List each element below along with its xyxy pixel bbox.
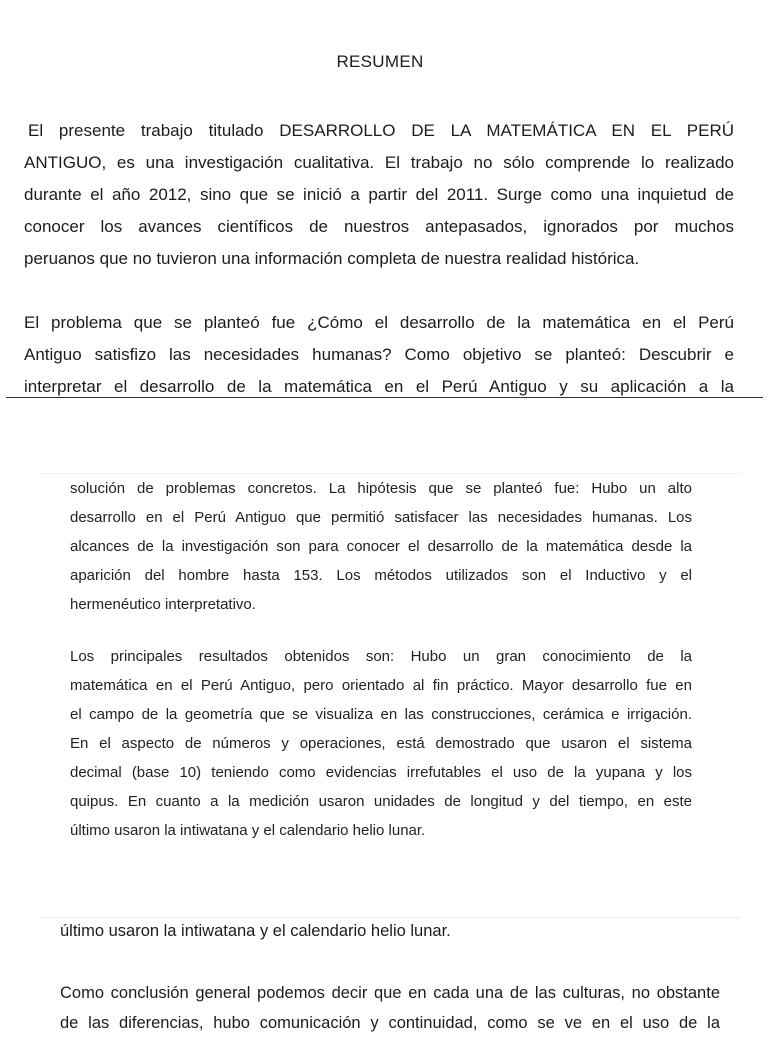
paragraph-hypothesis xyxy=(70,474,692,619)
text-line: En el aspecto de números y operaciones, está demostrado que usaron el sistema xyxy=(70,735,692,752)
text-line: Antiguo satisfizo las necesidades humanas? Como objetivo se planteó: Descubrir e xyxy=(24,345,734,364)
text-line: peruanos que no tuvieron una información completa de nuestra realidad histórica. xyxy=(24,249,640,268)
paragraph-repeat xyxy=(60,916,720,946)
text-line: Como conclusión general podemos decir que en cada una de las culturas, no obstante xyxy=(60,984,720,1002)
text-line: El presente trabajo titulado DESARROLLO DE LA MATEMÁTICA EN EL PERÚ xyxy=(28,121,734,140)
text-line: Los principales resultados obtenidos son: Hubo un gran conocimiento de la xyxy=(70,648,692,665)
text-line: hermenéutico interpretativo. xyxy=(70,596,256,613)
text-line: último usaron la intiwatana y el calendario helio lunar. xyxy=(60,922,451,940)
paragraph-results xyxy=(70,642,692,845)
text-line: durante el año 2012, sino que se inició a partir del 2011. Surge como una inquietud de xyxy=(24,185,734,204)
text-line: desarrollo en el Perú Antiguo que permitió satisfacer las necesidades humanas. Los xyxy=(70,509,692,526)
text-line: conocer los avances científicos de nuestros antepasados, ignorados por muchos xyxy=(24,217,734,236)
text-line: decimal (base 10) teniendo como evidencias irrefutables el uso de la yupana y los xyxy=(70,764,692,781)
text-line: último usaron la intiwatana y el calendario helio lunar. xyxy=(70,822,426,839)
page-divider xyxy=(6,397,763,398)
text-line: ANTIGUO, es una investigación cualitativa. El trabajo no sólo comprende lo realizado xyxy=(24,153,734,172)
paragraph-conclusion xyxy=(60,978,720,1038)
text-line: de las diferencias, hubo comunicación y continuidad, como se ve en el uso de la xyxy=(60,1014,720,1032)
text-line: aparición del hombre hasta 153. Los métodos utilizados son el Inductivo y el xyxy=(70,567,692,584)
text-line: matemática en el Perú Antiguo, pero orientado al fin práctico. Mayor desarrollo fue en xyxy=(70,677,692,694)
text-line: alcances de la investigación son para conocer el desarrollo de la matemática desde la xyxy=(70,538,692,555)
page-snippet-middle xyxy=(38,473,741,858)
text-line: el campo de la geometría que se visualiza en las construcciones, cerámica e irrigación. xyxy=(70,706,692,723)
paragraph-problem xyxy=(24,307,734,403)
paragraph-intro xyxy=(24,115,734,275)
text-line: quipus. En cuanto a la medición usaron unidades de longitud y del tiempo, en este xyxy=(70,793,692,810)
text-line: El problema que se planteó fue ¿Cómo el desarrollo de la matemática en el Perú xyxy=(24,313,734,332)
page-snippet-bottom xyxy=(38,917,741,1032)
text-line: solución de problemas concretos. La hipótesis que se planteó fue: Hubo un alto xyxy=(70,480,692,497)
text-line: interpretar el desarrollo de la matemática en el Perú Antiguo y su aplicación a la xyxy=(24,377,734,396)
document-title: RESUMEN xyxy=(336,52,424,71)
